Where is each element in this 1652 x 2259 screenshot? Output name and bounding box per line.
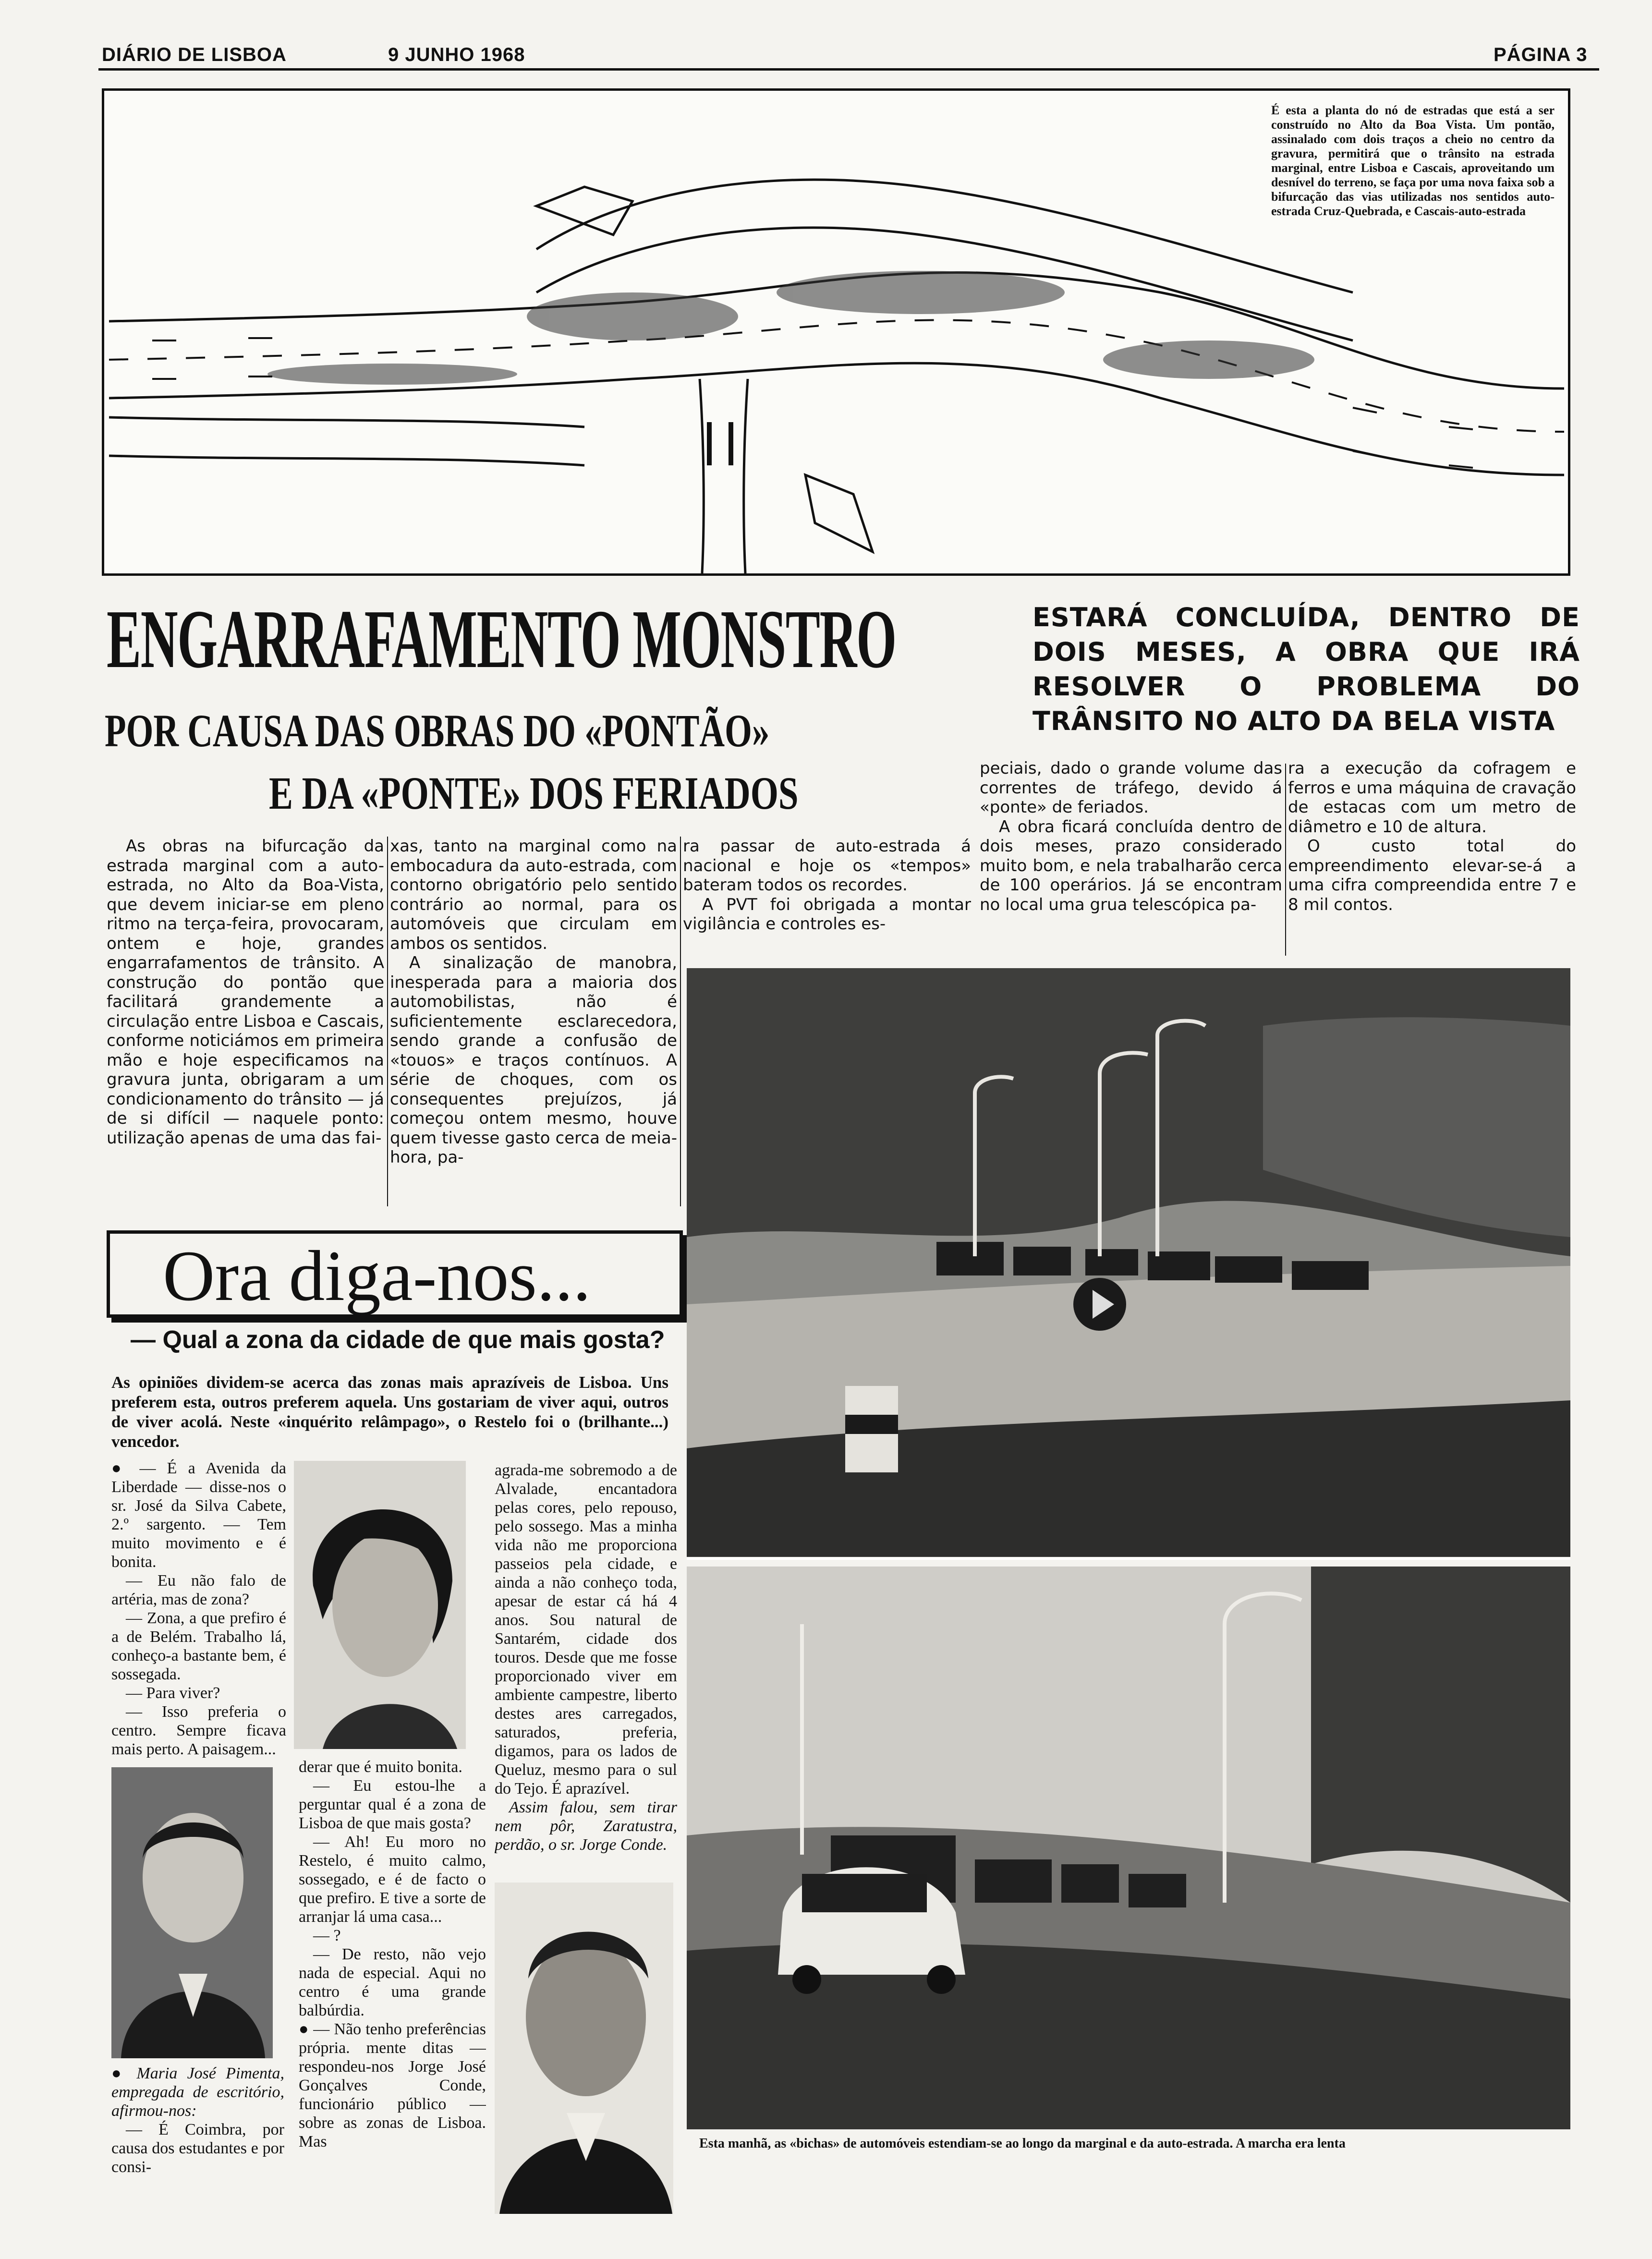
portrait-photo-cabete [111, 1767, 273, 2058]
traffic-photo-top [687, 968, 1570, 1557]
survey-answer: Assim falou, sem tirar nem pôr, Zaratustra, perdão, o sr. Jorge Conde. [495, 1798, 677, 1854]
portrait-photo-pimenta [294, 1461, 466, 1749]
survey-column-a [111, 1459, 286, 1766]
newspaper-name: DIÁRIO DE LISBOA [102, 44, 287, 65]
article-paragraph: peciais, dado o grande volume das correntes de tráfego, devido á «ponte» de feriados. [980, 759, 1282, 817]
article-paragraph: ra passar de auto-estrada á nacional e hoje os «tempos» bateram todos os recordes. [683, 837, 971, 895]
article-paragraph: As obras na bifurcação da estrada marginal com a auto-estrada, no Alto da Boa-Vista, que devem iniciar-se em pleno ritmo na terça-feira, provocaram, ontem e hoje, grandes engarrafamentos de trânsito. A construção do pontão que facilitará grandemente a circulação entre Lisboa e Cascais, conforme noticiámos em primeira mão e hoje especificamos na gravura junta, obrigaram a um condicionamento do trânsito — já de si difícil — naquele ponto: utilização apenas de uma das fai- [107, 837, 384, 1148]
traffic-photo-bottom [687, 1567, 1570, 2129]
survey-answer: — Para viver? [126, 1684, 220, 1702]
photo-caption: Esta manhã, as «bichas» de automóveis estendiam-se ao longo da marginal e da auto-estrada. A marcha era lenta [699, 2136, 1346, 2151]
column-divider [680, 837, 681, 1206]
survey-answer: derar que é muito bonita. [299, 1758, 462, 1776]
article-paragraph: A obra ficará concluída dentro de dois meses, prazo considerado muito bom, e nela trabalharão cerca de 100 operários. Já se encontram no local uma grua telescópica pa- [980, 817, 1282, 914]
survey-answer: — Eu estou-lhe a perguntar qual é a zona de Lisboa de que mais gosta? [299, 1777, 486, 1832]
survey-title-box [107, 1230, 683, 1318]
survey-answer: — ? [313, 1927, 341, 1944]
article-deck: ESTARÁ CONCLUÍDA, DENTRO DE DOIS MESES, A OBRA QUE IRÁ RESOLVER O PROBLEMA DO TRÂNSITO NO ALTO DA BELA VISTA [1032, 602, 1580, 736]
portrait-photo-conde [495, 1882, 673, 2214]
survey-answer: — É Coimbra, por causa dos estudantes e por consi- [111, 2121, 284, 2176]
headline-sub-2: E DA «PONTE» DOS FERIADOS [269, 767, 799, 819]
survey-answer: agrada-me sobremodo a de Alvalade, encantadora pelas cores, pelo repouso, pelo sossego. Mas a minha vida não me proporciona passeios pela cidade, e ainda a não conheço toda, apesar de estar cá há 4 anos. Sou natural de Santarém, cidade dos touros. Desde que me fosse proporcionado viver em ambiente campestre, liberto destes ares carregados, saturados, preferia, digamos, para os lados de Queluz, mesmo para o sul do Tejo. É aprazível. [495, 1461, 677, 1797]
article-paragraph: A PVT foi obrigada a montar vigilância e controles es- [683, 895, 971, 934]
page-number: PÁGINA 3 [1494, 44, 1588, 65]
survey-intro: As opiniões dividem-se acerca das zonas mais aprazíveis de Lisboa. Uns preferem esta, outros preferem aquela. Uns gostariam de viver aqui, outros de viver acolá. Neste «inquérito relâmpago», o Restelo foi o (brilhante...) vencedor. [111, 1373, 668, 1451]
survey-title: Ora diga-nos... [163, 1236, 591, 1316]
photo-separator [687, 1558, 1570, 1560]
article-paragraph: ra a execução da cofragem e ferros e uma máquina de cravação de estacas com um metro de diâmetro e 10 de altura. [1288, 759, 1576, 837]
survey-answer: — Zona, a que prefiro é a de Belém. Trabalho lá, conheço-a bastante bem, é sossegada. [111, 1609, 286, 1683]
survey-answer: — De resto, não vejo nada de especial. Aqui no centro é uma grande balbúrdia. [299, 1945, 486, 2019]
headline-sub-1: POR CAUSA DAS OBRAS DO «PONTÃO» [105, 705, 770, 756]
survey-question: — Qual a zona da cidade de que mais gosta? [131, 1326, 665, 1354]
article-column-1 [107, 837, 384, 1206]
survey-column-d [495, 1461, 677, 1893]
article-column-2 [390, 837, 677, 1206]
survey-answer: — Ah! Eu moro no Restelo, é muito calmo, sossegado, e é de facto o que prefiro. E tive a sorte de arranjar lá uma casa... [299, 1833, 486, 1926]
article-column-4 [980, 759, 1282, 960]
article-paragraph: A sinalização de manobra, inesperada para a maioria dos automobilistas, não é suficientemente esclarecedora, sendo grande a confusão de «touos» e traços contínuos. A série de choques, com os consequentes prejuízos, já começou ontem mesmo, houve quem tivesse gasto cerca de meia-hora, pa- [390, 953, 677, 1167]
article-column-3 [683, 837, 971, 961]
road-plan-caption: É esta a planta do nó de estradas que está a ser construído no Alto da Boa Vista. Um pontão, assinalado com dois traços a cheio no centro da gravura, permitirá que o trânsito na estrada marginal, entre Lisboa e Cascais, aproveitando um desnível do terreno, se faça por uma nova faixa sob a bifurcação das vias utilizadas nos sentidos auto-estrada Cruz-Quebrada, e Cascais-auto-estrada [1271, 103, 1555, 218]
survey-column-a-bottom [111, 2064, 284, 2213]
column-divider [1285, 764, 1286, 956]
survey-answer: ● — É a Avenida da Liberdade — disse-nos o sr. José da Silva Cabete, 2.º sargento. — Tem muito movimento e é bonita. [111, 1459, 286, 1571]
issue-date: 9 JUNHO 1968 [388, 44, 525, 65]
article-column-5 [1288, 759, 1576, 960]
survey-column-c [299, 1758, 486, 2214]
survey-answer: — Isso preferia o centro. Sempre ficava mais perto. A paisagem... [111, 1703, 286, 1758]
survey-answer: ● — Não tenho preferências própria. mente ditas — respondeu-nos Jorge José Gonçalves Conde, funcionário público — sobre as zonas de Lisboa. Mas [299, 2020, 486, 2150]
column-divider [387, 837, 388, 1206]
header-rule [98, 68, 1599, 71]
article-paragraph: O custo total do empreendimento elevar-se-á a uma cifra compreendida entre 7 e 8 mil contos. [1288, 837, 1576, 914]
survey-answer: — Eu não falo de artéria, mas de zona? [111, 1572, 286, 1608]
article-paragraph: xas, tanto na marginal como na embocadura da auto-estrada, com contorno obrigatório pelo sentido contrário ao normal, para os automóveis que circulam em ambos os sentidos. [390, 837, 677, 953]
headline-main: ENGARRAFAMENTO MONSTRO [107, 593, 896, 685]
road-plan-figure [102, 88, 1570, 576]
survey-answer: ● Maria José Pimenta, empregada de escritório, afirmou-nos: [111, 2065, 284, 2120]
